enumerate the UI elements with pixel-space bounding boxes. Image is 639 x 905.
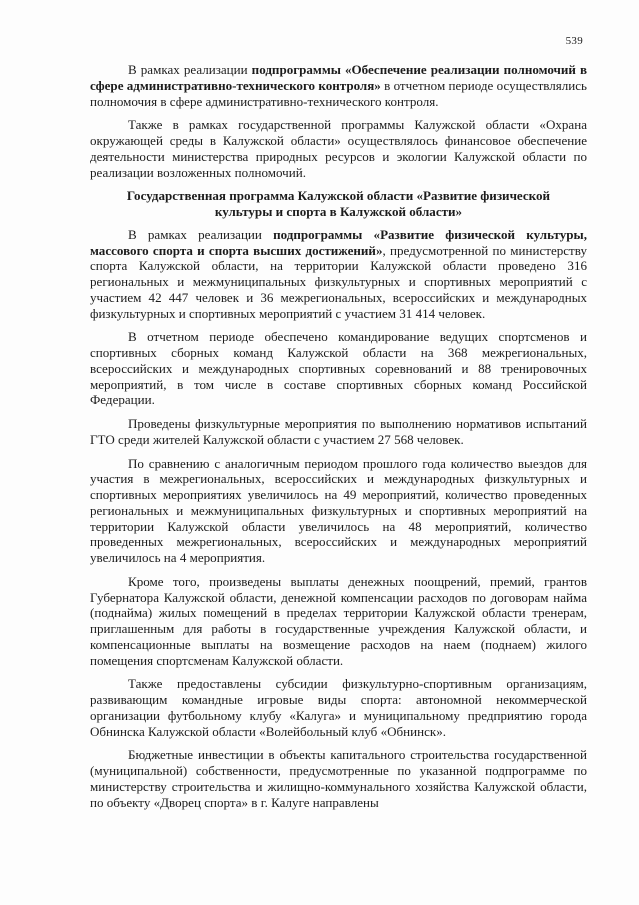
paragraph [90, 456, 587, 566]
text-run: , предусмотренной по министерству спорта Калужской области, на территории Калужской области проведено 316 региональных и межмуниципальных физкультурных и спортивных мероприятий с участием 42 447 человек и 36 межрегиональных, всероссийских и международных физкультурных и спортивных мероприятий с участием 31 414 человек. [90, 242, 587, 321]
section-heading: Государственная программа Калужской области «Развитие физической культуры и спорта в Калужской области» [126, 188, 551, 219]
paragraph [90, 676, 587, 739]
document-body [90, 62, 587, 818]
text-run: Также в рамках государственной программы Калужской области «Охрана окружающей среды в Калужской области» осуществлялось финансовое обеспечение деятельности министерства природных ресурсов и экологии Калужской области по реализации возложенных полномочий. [90, 117, 587, 180]
paragraph [90, 416, 587, 448]
text-run: Кроме того, произведены выплаты денежных поощрений, премий, грантов Губернатора Калужской области, денежной компенсации расходов по договорам найма (поднайма) жилых помещений в пределах территории Калужской области тренерам, приглашенным для работы в государственные учреждения Калужской области, и компенсационные выплаты на возмещение расходов на наем (поднаем) жилого помещения спортсменам Калужской области. [90, 573, 587, 668]
text-run: Проведены физкультурные мероприятия по выполнению нормативов испытаний ГТО среди жителей Калужской области с участием 27 568 человек. [90, 416, 587, 447]
text-run: в отчетном периоде осуществлялись полномочия в сфере административно-технического контроля. [90, 77, 588, 109]
paragraph [90, 227, 587, 322]
text-run: В рамках реализации [128, 62, 252, 77]
paragraph [90, 329, 587, 408]
paragraph [90, 62, 587, 109]
text-run: В рамках реализации [128, 226, 274, 242]
paragraph [90, 117, 587, 180]
paragraph [90, 574, 587, 669]
text-run: Также предоставлены субсидии физкультурно-спортивным организациям, развивающим командные игровые виды спорта: автономной некоммерческой организации футбольному клубу «Калуга» и муниципальному предприятию города Обнинска Калужской области «Волейбольный клуб «Обнинск». [90, 676, 587, 739]
text-run: В отчетном периоде обеспечено командирование ведущих спортсменов и спортивных сборных команд Калужской области на 368 межрегиональных, всероссийских и международных спортивных соревнований и 88 тренировочных мероприятий, в том числе в составе спортивных сборных команд Российской Федерации. [90, 329, 587, 408]
bold-text-run: подпрограммы «Обеспечение реализации полномочий в сфере административно-технического контроля» [90, 62, 588, 93]
paragraph [90, 747, 587, 810]
text-run: Бюджетные инвестиции в объекты капитального строительства государственной (муниципальной) собственности, предусмотренные по указанной подпрограмме по министерству строительства и жилищно-коммунального хозяйства Калужской области, по объекту «Дворец спорта» в г. Калуге направлены [90, 747, 587, 810]
text-run: По сравнению с аналогичным периодом прошлого года количество выездов для участия в межрегиональных, всероссийских и международных физкультурных и спортивных мероприятиях увеличилось на 49 мероприятий, количество проведенных региональных и межмуниципальных физкультурных и спортивных мероприятий на территории Калужской области увеличилось на 48 мероприятий, количество проведенных межрегиональных, всероссийских и международных мероприятий увеличилось на 4 мероприятия. [90, 455, 587, 565]
bold-text-run: подпрограммы «Развитие физической культуры, массового спорта и спорта высших достижений» [90, 226, 587, 258]
page-number: 539 [565, 35, 583, 47]
